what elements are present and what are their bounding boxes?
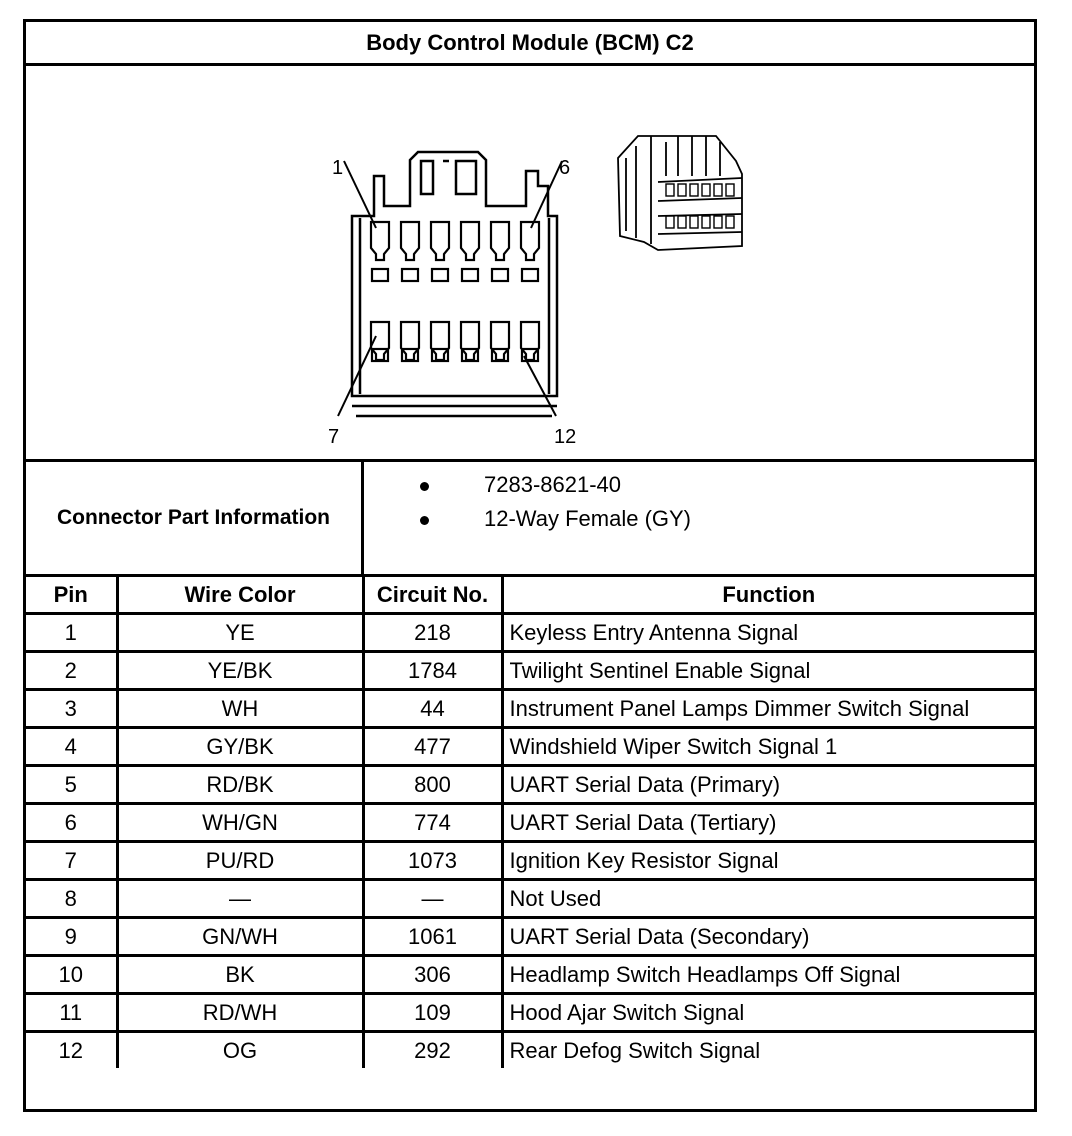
table-row [26, 766, 1034, 804]
bullet-icon [364, 468, 484, 502]
cavity-lock-window [522, 269, 538, 281]
iso-cavity [714, 216, 722, 228]
part-number: 7283-8621-40 [484, 472, 622, 497]
cell-function: UART Serial Data (Secondary) [502, 918, 1034, 956]
cell-pin: 11 [26, 994, 117, 1032]
connector-part-info-label: Connector Part Information [26, 462, 364, 574]
cell-wire-color: WH [117, 690, 363, 728]
cell-wire-color: OG [117, 1032, 363, 1069]
cell-wire-color: RD/WH [117, 994, 363, 1032]
cell-wire-color: BK [117, 956, 363, 994]
pin-label-7: 7 [328, 426, 340, 448]
cell-circuit: 800 [363, 766, 502, 804]
cell-pin: 12 [26, 1032, 117, 1069]
cell-pin: 5 [26, 766, 117, 804]
iso-cavity [678, 184, 686, 196]
table-row [26, 652, 1034, 690]
cell-function: Ignition Key Resistor Signal [502, 842, 1034, 880]
iso-cavity [726, 184, 734, 196]
iso-cavity [690, 184, 698, 196]
cell-circuit: 218 [363, 614, 502, 652]
cavity-lock-window [372, 269, 388, 281]
connector-latch [421, 161, 476, 194]
cell-circuit: 306 [363, 956, 502, 994]
cavity-terminal [491, 322, 509, 360]
table-header-row [26, 577, 1034, 614]
iso-cavity [690, 216, 698, 228]
cell-function: Hood Ajar Switch Signal [502, 994, 1034, 1032]
cavity-lock-window [432, 269, 448, 281]
cell-circuit: 44 [363, 690, 502, 728]
table-row [26, 1032, 1034, 1069]
cell-function: Twilight Sentinel Enable Signal [502, 652, 1034, 690]
cell-function: Keyless Entry Antenna Signal [502, 614, 1034, 652]
page-title: Body Control Module (BCM) C2 [26, 22, 1034, 66]
cell-pin: 7 [26, 842, 117, 880]
table-row [26, 918, 1034, 956]
cavity-terminal [461, 222, 479, 260]
bullet-icon [364, 502, 484, 536]
cell-pin: 4 [26, 728, 117, 766]
connector-face-svg [26, 66, 1034, 462]
connector-description: 12-Way Female (GY) [484, 506, 692, 531]
cell-wire-color: YE/BK [117, 652, 363, 690]
header-pin: Pin [26, 577, 117, 614]
table-row [26, 842, 1034, 880]
pinout-table [26, 577, 1034, 1068]
cell-pin: 9 [26, 918, 117, 956]
cell-wire-color: PU/RD [117, 842, 363, 880]
pin-label-6: 6 [559, 157, 571, 179]
table-row [26, 956, 1034, 994]
header-circuit: Circuit No. [363, 577, 502, 614]
cell-circuit: 1784 [363, 652, 502, 690]
cell-wire-color: GN/WH [117, 918, 363, 956]
cell-function: UART Serial Data (Tertiary) [502, 804, 1034, 842]
cavity-terminal [521, 222, 539, 260]
iso-cavity [678, 216, 686, 228]
table-row [26, 614, 1034, 652]
cell-wire-color: RD/BK [117, 766, 363, 804]
cavity-terminal [401, 322, 419, 360]
cell-circuit: 477 [363, 728, 502, 766]
cavity-lock-window [492, 269, 508, 281]
table-row [26, 804, 1034, 842]
iso-cavity [666, 216, 674, 228]
table-row [26, 994, 1034, 1032]
table-row [26, 728, 1034, 766]
cavity-terminal [431, 322, 449, 360]
cavity-terminal [431, 222, 449, 260]
connector-3d-icon [618, 136, 742, 250]
cavity-terminal [521, 322, 539, 360]
iso-cavity [726, 216, 734, 228]
cavity-terminal [371, 222, 389, 260]
connector-part-info-list [364, 468, 691, 536]
connector-part-info [26, 459, 1034, 577]
cell-pin: 2 [26, 652, 117, 690]
leader-pin-1 [344, 161, 376, 228]
part-info-item [364, 468, 691, 502]
cell-function: Not Used [502, 880, 1034, 918]
header-function: Function [502, 577, 1034, 614]
table-row [26, 690, 1034, 728]
cavity-terminal [401, 222, 419, 260]
cell-pin: 1 [26, 614, 117, 652]
leader-pin-7 [338, 336, 376, 416]
connector-sheet [23, 19, 1037, 1112]
cell-wire-color: — [117, 880, 363, 918]
cell-circuit: 1061 [363, 918, 502, 956]
cell-circuit: 109 [363, 994, 502, 1032]
cell-wire-color: YE [117, 614, 363, 652]
iso-cavity [702, 184, 710, 196]
part-info-item [364, 502, 691, 536]
cell-wire-color: GY/BK [117, 728, 363, 766]
cell-wire-color: WH/GN [117, 804, 363, 842]
cavity-lock-window [462, 269, 478, 281]
cell-pin: 8 [26, 880, 117, 918]
cell-circuit: — [363, 880, 502, 918]
cell-function: UART Serial Data (Primary) [502, 766, 1034, 804]
cell-pin: 10 [26, 956, 117, 994]
pin-label-1: 1 [332, 157, 344, 179]
table-row [26, 880, 1034, 918]
connector-diagram [26, 66, 1034, 462]
cavity-lock-window [402, 269, 418, 281]
cell-function: Headlamp Switch Headlamps Off Signal [502, 956, 1034, 994]
cavity-terminal [491, 222, 509, 260]
cell-circuit: 1073 [363, 842, 502, 880]
iso-cavity [666, 184, 674, 196]
iso-cavity [702, 216, 710, 228]
pin-label-12: 12 [554, 426, 577, 448]
header-wire-color: Wire Color [117, 577, 363, 614]
cell-circuit: 774 [363, 804, 502, 842]
cell-function: Instrument Panel Lamps Dimmer Switch Signal [502, 690, 1034, 728]
cell-function: Rear Defog Switch Signal [502, 1032, 1034, 1069]
cell-pin: 3 [26, 690, 117, 728]
cell-circuit: 292 [363, 1032, 502, 1069]
cell-function: Windshield Wiper Switch Signal 1 [502, 728, 1034, 766]
iso-cavity [714, 184, 722, 196]
cell-pin: 6 [26, 804, 117, 842]
cavity-terminal [461, 322, 479, 360]
